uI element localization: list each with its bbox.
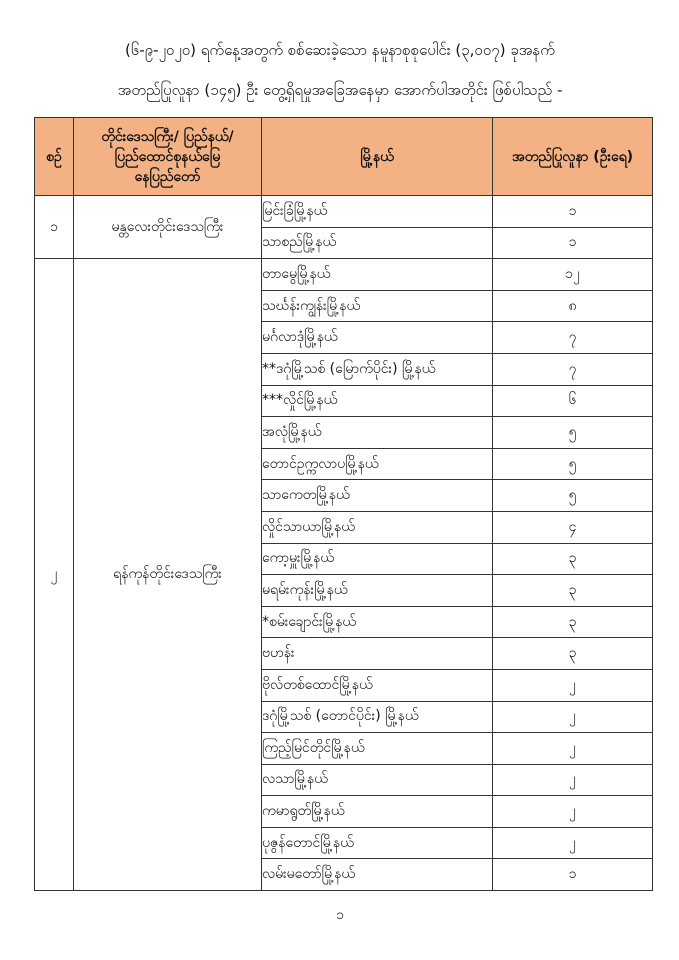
township-name: သာစည်မြို့နယ် xyxy=(262,227,493,259)
township-name: ပုဇွန်တောင်မြို့နယ် xyxy=(262,827,493,859)
region-name: ရန်ကုန်တိုင်းဒေသကြီး xyxy=(74,259,262,891)
township-name: ဗဟန်း xyxy=(262,638,493,670)
case-count: ၂ xyxy=(493,701,653,733)
case-count: ၁ xyxy=(493,859,653,891)
case-count: ၈ xyxy=(493,290,653,322)
township-name: အလုံမြို့နယ် xyxy=(262,417,493,449)
case-count: ၇ xyxy=(493,322,653,354)
case-count: ၂ xyxy=(493,827,653,859)
case-count: ၁ xyxy=(493,227,653,259)
case-count: ၃ xyxy=(493,543,653,575)
intro-line-2: အတည်ပြုလူနာ (၁၄၅) ဦး တွေ့ရှိရမှုအခြေအနေမှာ အောက်ပါအတိုင်း ဖြစ်ပါသည် - xyxy=(117,81,563,99)
case-count: ၂ xyxy=(493,764,653,796)
township-name: မင်္ဂလာဒုံမြို့နယ် xyxy=(262,322,493,354)
township-name: လှိုင်သာယာမြို့နယ် xyxy=(262,511,493,543)
case-count: ၃ xyxy=(493,638,653,670)
case-count: ၁ xyxy=(493,196,653,228)
township-name: ဗိုလ်တစ်ထောင်မြို့နယ် xyxy=(262,669,493,701)
case-count: ၅ xyxy=(493,448,653,480)
township-name: တာမွေမြို့နယ် xyxy=(262,259,493,291)
table-body xyxy=(35,196,653,891)
case-count: ၅ xyxy=(493,417,653,449)
township-name: သင်္ဃန်းကျွန်းမြို့နယ် xyxy=(262,290,493,322)
intro-line-1: (၆-၉-၂၀၂၀) ရက်နေ့အတွက် စစ်ဆေးခဲ့သော နမူနာစုစုပေါင်း (၃,၀၀၇) ခုအနက် xyxy=(125,41,555,59)
header-region xyxy=(74,118,262,196)
township-name: ကမာရွတ်မြို့နယ် xyxy=(262,796,493,828)
case-count: ၃ xyxy=(493,575,653,607)
township-name: လသာမြို့နယ် xyxy=(262,764,493,796)
township-name: *စမ်းချောင်းမြို့နယ် xyxy=(262,606,493,638)
township-name: ***လှိုင်မြို့နယ် xyxy=(262,385,493,417)
case-count: ၂ xyxy=(493,796,653,828)
page-number: ၁ xyxy=(336,907,344,923)
case-count: ၄ xyxy=(493,511,653,543)
header-township: မြို့နယ် xyxy=(262,118,493,196)
case-count: ၂ xyxy=(493,733,653,765)
township-name: တောင်ဥက္ကလာပမြို့နယ် xyxy=(262,448,493,480)
header-region-line3: နေပြည်တော် xyxy=(134,168,201,185)
case-count: ၂ xyxy=(493,669,653,701)
township-name: သာကေတမြို့နယ် xyxy=(262,480,493,512)
header-no: စဉ် xyxy=(35,118,74,196)
case-count: ၁၂ xyxy=(493,259,653,291)
township-name: လမ်းမတော်မြို့နယ် xyxy=(262,859,493,891)
header-count: အတည်ပြုလူနာ (ဦးရေ) xyxy=(493,118,653,196)
header-region-line2: ပြည်ထောင်စုနယ်မြေ xyxy=(114,148,221,165)
case-count: ၅ xyxy=(493,480,653,512)
region-name: မန္တလေးတိုင်းဒေသကြီး xyxy=(74,196,262,259)
township-name: ကြည့်မြင်တိုင်မြို့နယ် xyxy=(262,733,493,765)
row-number: ၂ xyxy=(35,259,74,891)
township-name: ကော့မှူးမြို့နယ် xyxy=(262,543,493,575)
case-count: ၆ xyxy=(493,385,653,417)
header-region-line1: တိုင်းဒေသကြီး/ ပြည်နယ်/ xyxy=(101,128,234,145)
case-count: ၇ xyxy=(493,353,653,385)
table-row xyxy=(35,196,653,228)
table-header-row xyxy=(35,118,653,196)
township-name: ဒဂုံမြို့သစ် (တောင်ပိုင်း) မြို့နယ် xyxy=(262,701,493,733)
case-count: ၃ xyxy=(493,606,653,638)
case-table xyxy=(34,117,653,891)
table-row xyxy=(35,259,653,291)
township-name: မရမ်းကုန်းမြို့နယ် xyxy=(262,575,493,607)
township-name: **ဒဂုံမြို့သစ် (မြောက်ပိုင်း) မြို့နယ် xyxy=(262,353,493,385)
row-number: ၁ xyxy=(35,196,74,259)
township-name: မြင်းခြံမြို့နယ် xyxy=(262,196,493,228)
